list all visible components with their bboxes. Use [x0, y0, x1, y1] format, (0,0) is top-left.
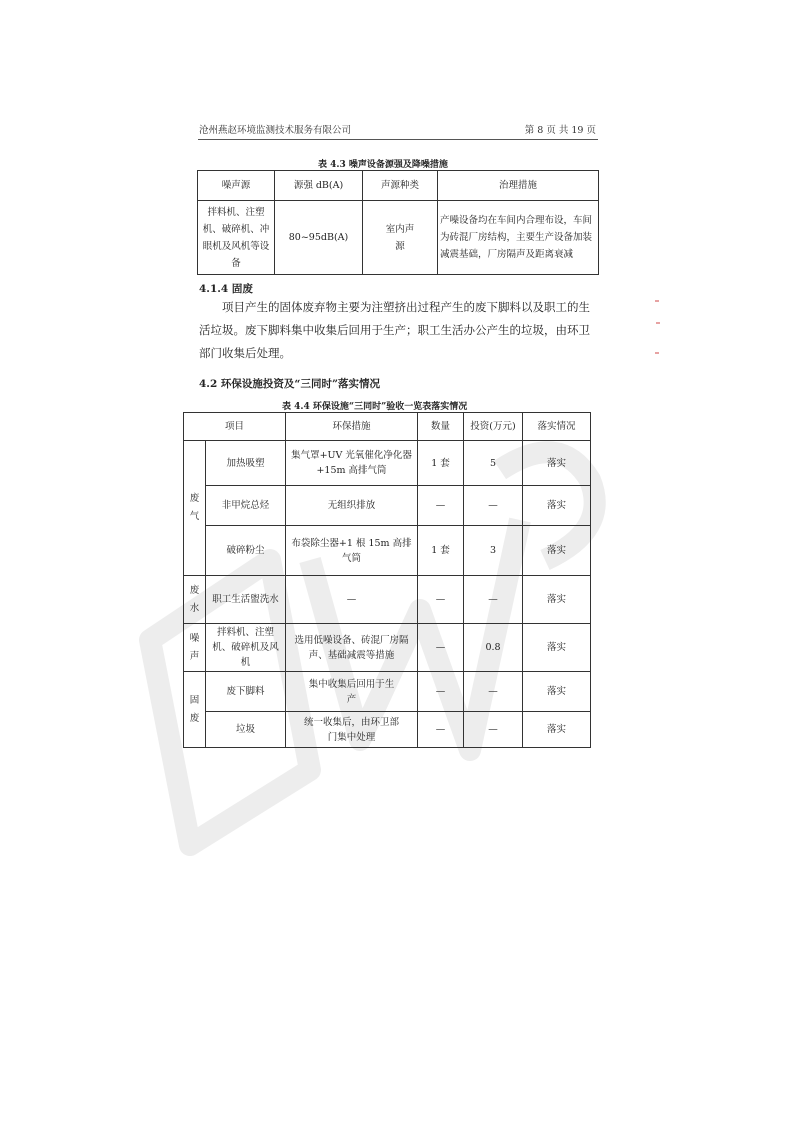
- solid-waste-text: 项目产生的固体废弃物主要为注塑挤出过程产生的废下脚料以及职工的生活垃圾。废下脚料集中收集后回用于生产；职工生活办公产生的垃圾，由环卫部门收集后处理。: [199, 300, 590, 360]
- cell-measure: —: [286, 576, 418, 624]
- cell-investment: —: [464, 486, 523, 526]
- table-row: [184, 486, 591, 526]
- cell-noise-source: 拌料机、注塑机、破碎机、冲眼机及风机等设备: [198, 201, 275, 275]
- cell-status: 落实: [523, 576, 591, 624]
- table-row: [184, 526, 591, 576]
- section-4-1-4-heading: 4.1.4 固废: [199, 283, 253, 295]
- scan-mark: [655, 300, 659, 302]
- header-source-type: 声源种类: [363, 171, 438, 201]
- cell-measure: 选用低噪设备、砖混厂房隔声、基础减震等措施: [286, 624, 418, 672]
- header-status: 落实情况: [523, 413, 591, 441]
- category-solid-waste: 固废: [184, 672, 206, 748]
- cell-source-level: 80~95dB(A): [275, 201, 363, 275]
- cell-quantity: 1 套: [418, 526, 464, 576]
- cell-quantity: —: [418, 672, 464, 712]
- cell-status: 落实: [523, 712, 591, 748]
- cell-status: 落实: [523, 486, 591, 526]
- table-header-row: [198, 171, 599, 201]
- header-quantity: 数量: [418, 413, 464, 441]
- cell-status: 落实: [523, 526, 591, 576]
- header-treatment: 治理措施: [438, 171, 599, 201]
- cell-status: 落实: [523, 672, 591, 712]
- scan-mark: [656, 322, 660, 324]
- header-noise-source: 噪声源: [198, 171, 275, 201]
- cell-source-type: 室内声源: [363, 201, 438, 275]
- cell-investment: —: [464, 712, 523, 748]
- cell-investment: 3: [464, 526, 523, 576]
- table-row: [198, 201, 599, 275]
- cell-investment: —: [464, 672, 523, 712]
- table-row: [184, 576, 591, 624]
- cell-quantity: 1 套: [418, 441, 464, 486]
- table-row: [184, 441, 591, 486]
- category-noise: 噪声: [184, 624, 206, 672]
- cell-quantity: —: [418, 576, 464, 624]
- cell-investment: 5: [464, 441, 523, 486]
- cell-treatment: 产噪设备均在车间内合理布设，车间为砖混厂房结构，主要生产设备加装减震基础，厂房隔声及距离衰减: [438, 201, 599, 275]
- cell-item: 非甲烷总烃: [206, 486, 286, 526]
- cell-item: 拌料机、注塑机、破碎机及风机: [206, 624, 286, 672]
- cell-item: 加热吸塑: [206, 441, 286, 486]
- header-item: 项目: [184, 413, 286, 441]
- header-divider: [198, 139, 598, 140]
- cell-measure: 布袋除尘器+1 根 15m 高排气筒: [286, 526, 418, 576]
- cell-item: 职工生活盥洗水: [206, 576, 286, 624]
- noise-source-table: [197, 170, 599, 275]
- table-4-4-caption: 表 4.4 环保设施“三同时”验收一览表落实情况: [282, 402, 468, 412]
- company-name: 沧州燕赵环境监测技术服务有限公司: [199, 125, 352, 136]
- scan-mark: [655, 352, 659, 354]
- cell-item: 垃圾: [206, 712, 286, 748]
- cell-item: 废下脚料: [206, 672, 286, 712]
- cell-item: 破碎粉尘: [206, 526, 286, 576]
- page-number: 第 8 页 共 19 页: [524, 125, 596, 136]
- cell-measure: 集中收集后回用于生产: [286, 672, 418, 712]
- cell-quantity: —: [418, 712, 464, 748]
- cell-status: 落实: [523, 441, 591, 486]
- cell-quantity: —: [418, 624, 464, 672]
- cell-quantity: —: [418, 486, 464, 526]
- category-waste-water: 废水: [184, 576, 206, 624]
- header-source-level: 源强 dB(A): [275, 171, 363, 201]
- table-header-row: [184, 413, 591, 441]
- table-row: [184, 624, 591, 672]
- table-row: [184, 712, 591, 748]
- cell-measure: 统一收集后，由环卫部门集中处理: [286, 712, 418, 748]
- header-measure: 环保措施: [286, 413, 418, 441]
- cell-measure: 集气罩+UV 光氧催化净化器+15m 高排气筒: [286, 441, 418, 486]
- section-4-1-4-paragraph: [199, 296, 597, 365]
- three-simultaneous-table: [183, 412, 591, 748]
- cell-measure: 无组织排放: [286, 486, 418, 526]
- cell-investment: —: [464, 576, 523, 624]
- cell-status: 落实: [523, 624, 591, 672]
- section-4-2-heading: 4.2 环保设施投资及“三同时”落实情况: [199, 378, 381, 390]
- cell-investment: 0.8: [464, 624, 523, 672]
- table-4-3-caption: 表 4.3 噪声设备源强及降噪措施: [318, 160, 448, 170]
- header-investment: 投资(万元): [464, 413, 523, 441]
- category-waste-gas: 废气: [184, 441, 206, 576]
- table-row: [184, 672, 591, 712]
